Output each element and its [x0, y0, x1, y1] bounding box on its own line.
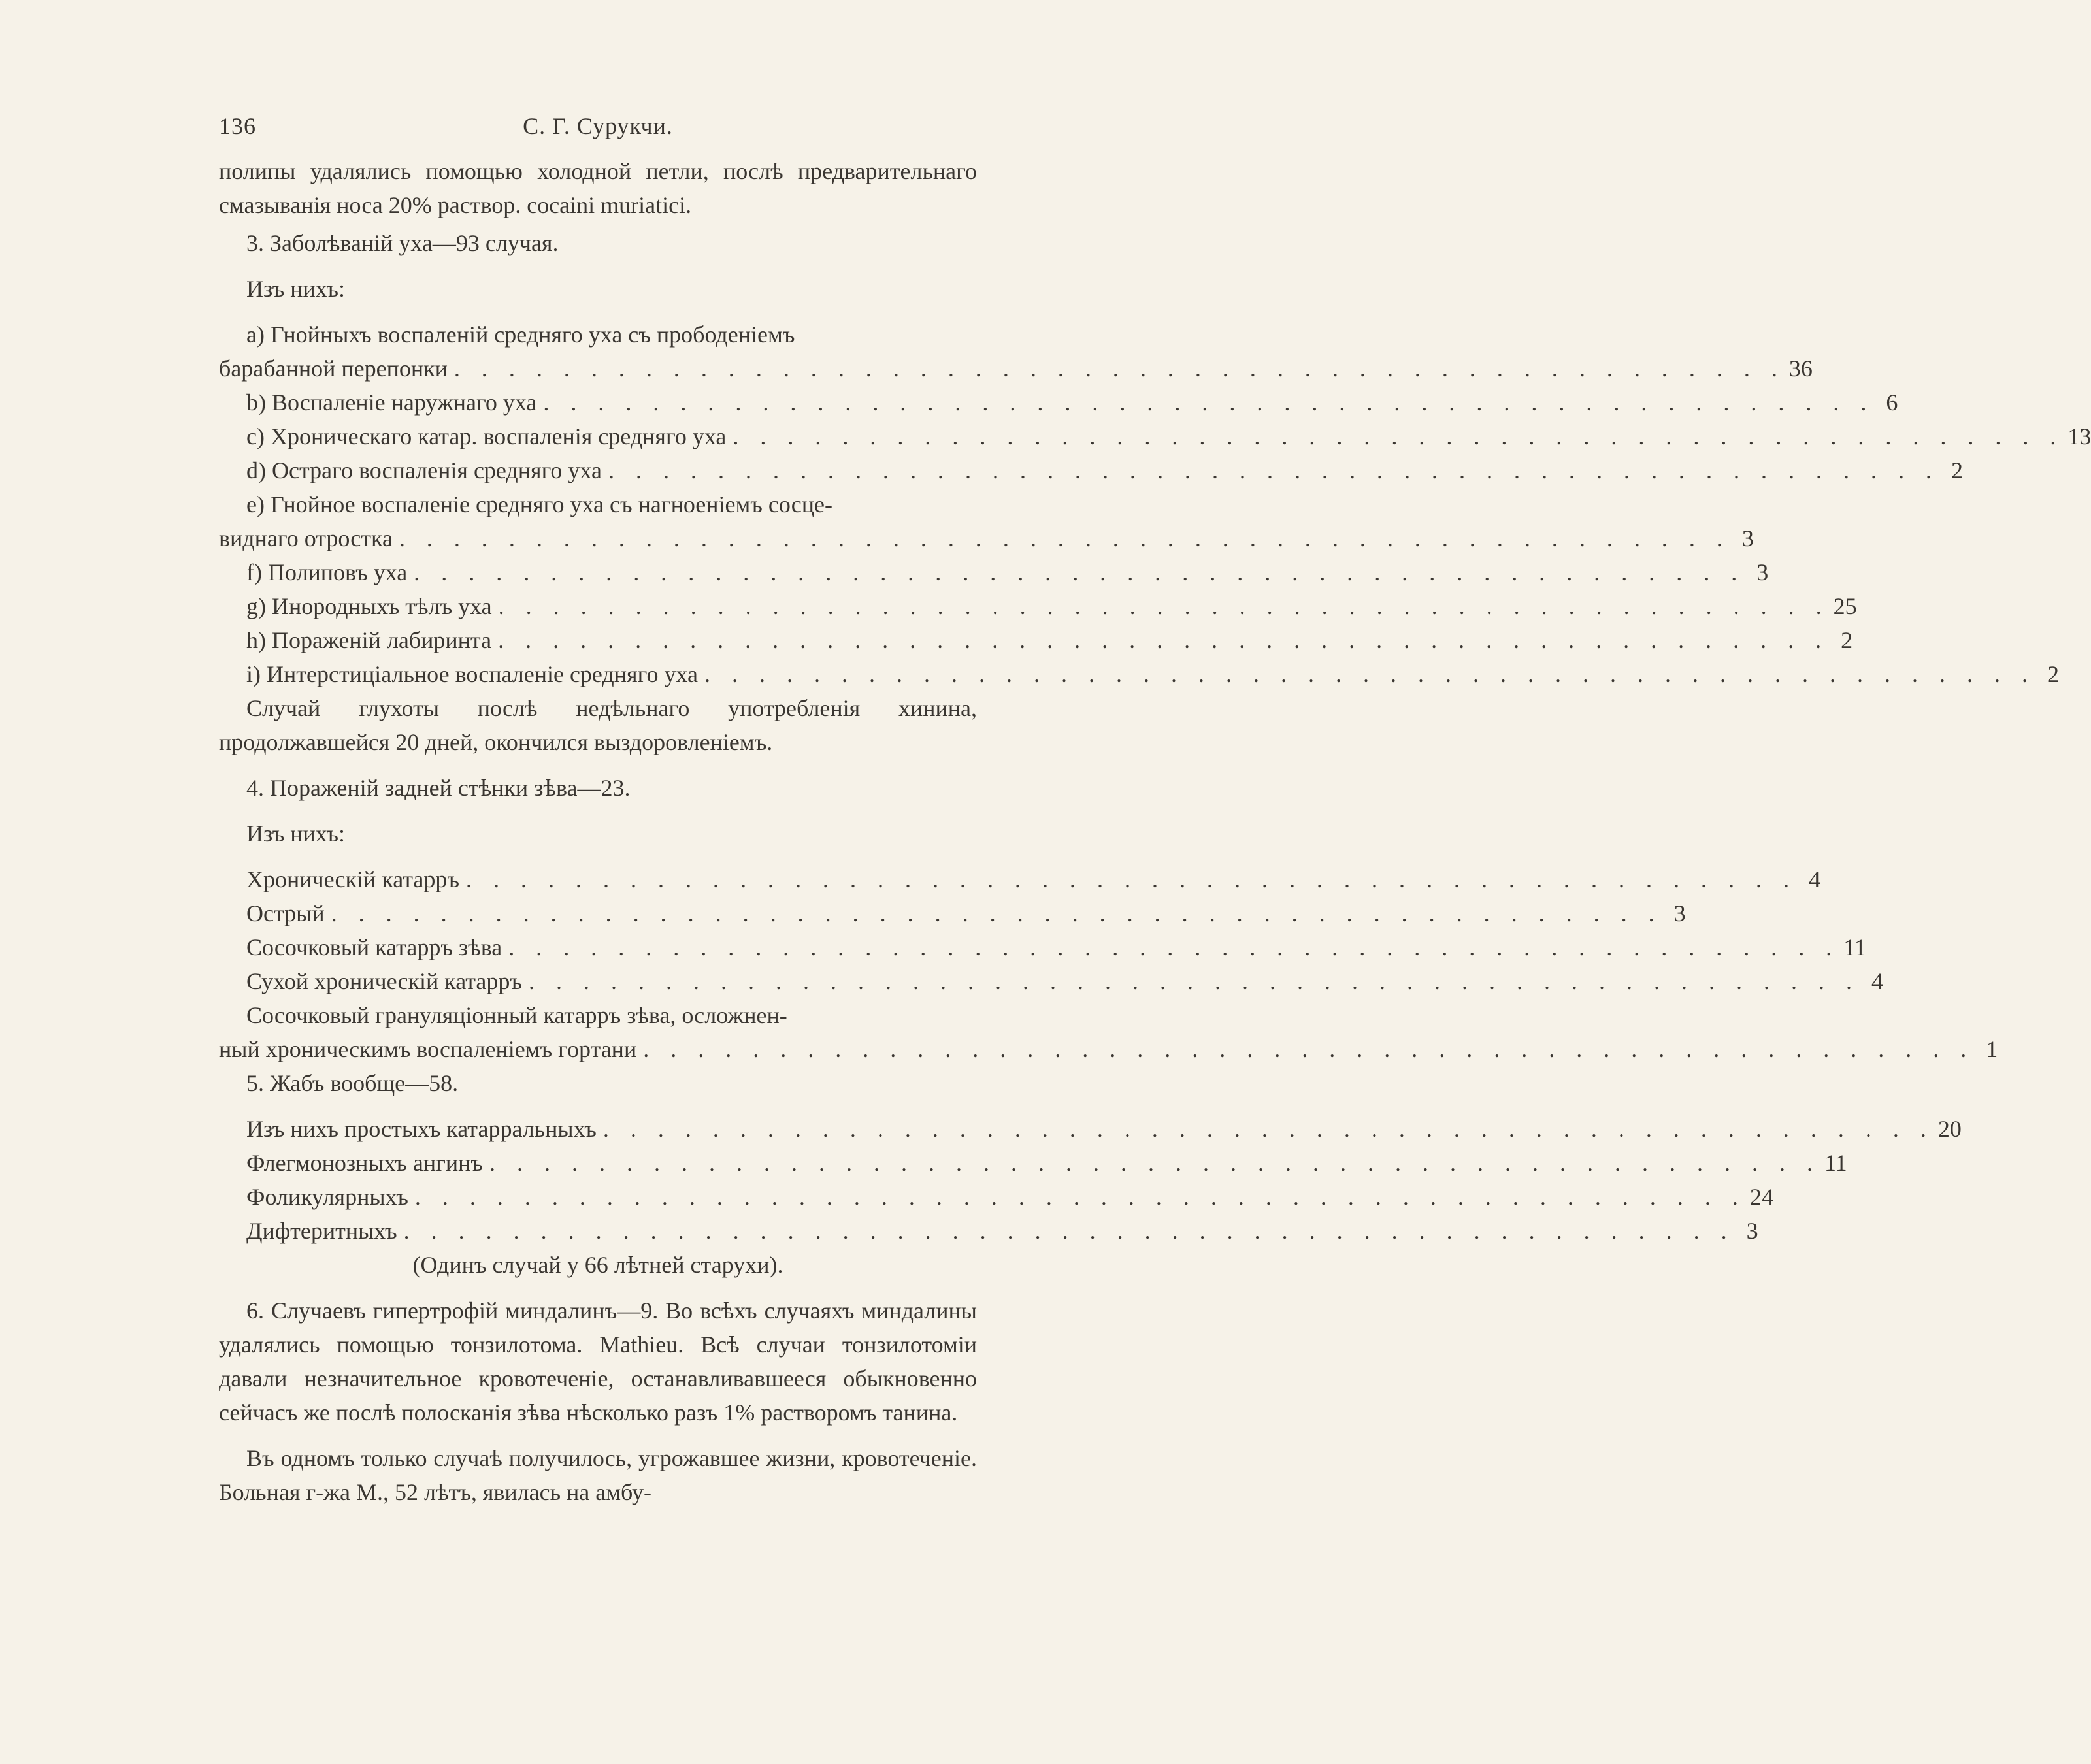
ear-item-a-line2	[219, 351, 1813, 385]
entry-count: 2	[1951, 457, 1963, 483]
leader-dots: . . . . . . . . . . . . . . . . . . . . . . . . . . . . . . . . . . . . . . . . . . . . . . . . .	[403, 1218, 1735, 1244]
entry-count: 3	[1673, 900, 1686, 926]
page-header	[219, 105, 977, 144]
ear-item-a-line1: a) Гнойныхъ воспаленій средняго уха съ прободеніемъ	[246, 321, 795, 348]
entry-count: 1	[1986, 1036, 1998, 1062]
angina-note: (Одинъ случай у 66 лѣтней старухи).	[412, 1252, 783, 1278]
entry-label: Фоликулярныхъ	[246, 1184, 408, 1210]
leader-dots: . . . . . . . . . . . . . . . . . . . . . . . . . . . . . . . . . . . . . . . . . . . . . . . . .	[453, 355, 1785, 382]
leader-dots: . . . . . . . . . . . . . . . . . . . . . . . . . . . . . . . . . . . . . . . . . . . . . . . . .	[608, 457, 1939, 483]
entry-label: Сосочковый катарръ зѣва	[246, 934, 502, 960]
section-angina-heading: 5. Жабъ вообще—58.	[246, 1070, 459, 1096]
entry-count: 11	[1824, 1150, 1847, 1176]
entry-count: 20	[1937, 1116, 1962, 1142]
list-item	[219, 623, 1853, 657]
paragraph-tonsils: 6. Случаевъ гипертрофій миндалинъ—9. Во всѣхъ случаяхъ миндалины удалялись помощью тонзилотома. Mathieu. Всѣ случаи тонзилотоміи давали незначительное кровотеченіе, останавливавшееся обыкновенно сейчасъ же послѣ полосканія зѣва нѣсколько разъ 1% растворомъ танина.	[219, 1298, 977, 1426]
leader-dots: . . . . . . . . . . . . . . . . . . . . . . . . . . . . . . . . . . . . . . . . . . . . . . . . .	[399, 525, 1730, 551]
entry-count: 11	[1843, 934, 1866, 960]
entry-count: 36	[1788, 355, 1813, 382]
paragraph-polyps: полипы удалялись помощью холодной петли, послѣ предварительнаго смазыванія носа 20% раствор. cocaini muriatici.	[219, 158, 977, 218]
leader-dots: . . . . . . . . . . . . . . . . . . . . . . . . . . . . . . . . . . . . . . . . . . . . . . . . .	[543, 389, 1875, 416]
entry-count: 3	[1741, 525, 1754, 551]
pharynx-items-list	[219, 862, 1884, 998]
entry-label: b) Воспаленіе наружнаго уха	[246, 389, 537, 416]
pharynx-of-them-label: Изъ нихъ:	[246, 821, 345, 847]
leader-dots: . . . . . . . . . . . . . . . . . . . . . . . . . . . . . . . . . . . . . . . . . . . . . . . . .	[643, 1036, 1975, 1062]
list-item	[219, 419, 2091, 453]
entry-count: 4	[1809, 866, 1821, 892]
deafness-note: Случай глухоты послѣ недѣльнаго употребленія хинина, продолжавшейся 20 дней, окончился выздоровленіемъ.	[219, 695, 977, 755]
entry-count: 13	[2067, 423, 2091, 449]
entry-count: 24	[1749, 1184, 1773, 1210]
leader-dots: . . . . . . . . . . . . . . . . . . . . . . . . . . . . . . . . . . . . . . . . . . . . . . . . .	[489, 1150, 1821, 1176]
leader-dots: . . . . . . . . . . . . . . . . . . . . . . . . . . . . . . . . . . . . . . . . . . . . . . . . .	[498, 593, 1830, 619]
entry-label: Сухой хроническій катарръ	[246, 968, 523, 994]
page-body	[219, 154, 2091, 1509]
list-item	[219, 385, 1898, 419]
entry-label: c) Хроническаго катар. воспаленія средняго уха	[246, 423, 727, 449]
section-pharynx-heading: 4. Пораженій задней стѣнки зѣва—23.	[246, 775, 631, 801]
list-item	[219, 453, 1963, 487]
list-item	[219, 657, 2059, 691]
entry-label: Острый	[246, 900, 325, 926]
entry-label: виднаго отростка	[219, 525, 393, 551]
ear-of-them-label: Изъ нихъ:	[246, 276, 345, 302]
list-item	[219, 555, 1769, 589]
ear-item-e-line2	[219, 521, 1754, 555]
leader-dots: . . . . . . . . . . . . . . . . . . . . . . . . . . . . . . . . . . . . . . . . . . . . . . . . .	[529, 968, 1860, 994]
leader-dots: . . . . . . . . . . . . . . . . . . . . . . . . . . . . . . . . . . . . . . . . . . . . . . . . .	[602, 1116, 1934, 1142]
leader-dots: . . . . . . . . . . . . . . . . . . . . . . . . . . . . . . . . . . . . . . . . . . . . . . . . .	[466, 866, 1798, 892]
entry-label: d) Остраго воспаленія средняго уха	[246, 457, 602, 483]
list-item	[219, 862, 1821, 896]
entry-count: 2	[2047, 661, 2059, 687]
list-item	[219, 1180, 1773, 1214]
entry-count: 3	[1746, 1218, 1758, 1244]
entry-count: 2	[1841, 627, 1853, 653]
leader-dots: . . . . . . . . . . . . . . . . . . . . . . . . . . . . . . . . . . . . . . . . . . . . . . . . .	[414, 1184, 1746, 1210]
entry-label: h) Пораженій лабиринта	[246, 627, 492, 653]
ear-item-e-line1: e) Гнойное воспаленіе средняго уха съ нагноеніемъ сосце-	[246, 491, 833, 517]
list-item	[219, 1214, 1758, 1248]
list-item	[219, 1112, 1962, 1146]
pharynx-granular-line2	[219, 1032, 1998, 1066]
angina-items-list	[219, 1112, 1962, 1248]
list-item	[219, 964, 1884, 998]
leader-dots: . . . . . . . . . . . . . . . . . . . . . . . . . . . . . . . . . . . . . . . . . . . . . . . . .	[508, 934, 1840, 960]
leader-dots: . . . . . . . . . . . . . . . . . . . . . . . . . . . . . . . . . . . . . . . . . . . . . . . . .	[331, 900, 1662, 926]
ear-items-list	[219, 385, 2091, 487]
ear-items-list-2	[219, 555, 2059, 691]
entry-label: Флегмонозныхъ ангинъ	[246, 1150, 484, 1176]
section-ear-heading: 3. Заболѣваній уха—93 случая.	[246, 230, 559, 256]
entry-count: 3	[1756, 559, 1769, 585]
list-item	[219, 589, 1857, 623]
leader-dots: . . . . . . . . . . . . . . . . . . . . . . . . . . . . . . . . . . . . . . . . . . . . . . . . .	[704, 661, 2035, 687]
entry-count: 25	[1833, 593, 1857, 619]
entry-label: Изъ нихъ простыхъ катарральныхъ	[246, 1116, 597, 1142]
entry-count: 4	[1871, 968, 1884, 994]
list-item	[219, 930, 1866, 964]
entry-label: Дифтеритныхъ	[246, 1218, 397, 1244]
entry-label: g) Инородныхъ тѣлъ уха	[246, 593, 492, 619]
entry-label: барабанной перепонки	[219, 355, 448, 382]
leader-dots: . . . . . . . . . . . . . . . . . . . . . . . . . . . . . . . . . . . . . . . . . . . . . . . . .	[414, 559, 1745, 585]
list-item	[219, 1146, 1847, 1180]
leader-dots: . . . . . . . . . . . . . . . . . . . . . . . . . . . . . . . . . . . . . . . . . . . . . . . . .	[498, 627, 1830, 653]
running-title: С. Г. Сурукчи.	[523, 113, 673, 139]
entry-label: Хроническій катарръ	[246, 866, 460, 892]
entry-count: 6	[1886, 389, 1898, 416]
paragraph-bleeding: Въ одномъ только случаѣ получилось, угрожавшее жизни, кровотеченіе. Больная г-жа М., 52 лѣтъ, явилась на амбу-	[219, 1445, 977, 1505]
leader-dots: . . . . . . . . . . . . . . . . . . . . . . . . . . . . . . . . . . . . . . . . . . . . . . . . .	[733, 423, 2064, 449]
entry-label: ный хроническимъ воспаленіемъ гортани	[219, 1036, 637, 1062]
entry-label: i) Интерстиціальное воспаленіе средняго уха	[246, 661, 698, 687]
list-item	[219, 896, 1686, 930]
entry-label: f) Полиповъ уха	[246, 559, 408, 585]
page-number: 136	[219, 113, 256, 139]
pharynx-granular-line1: Сосочковый грануляціонный катарръ зѣва, осложнен-	[246, 1002, 787, 1028]
